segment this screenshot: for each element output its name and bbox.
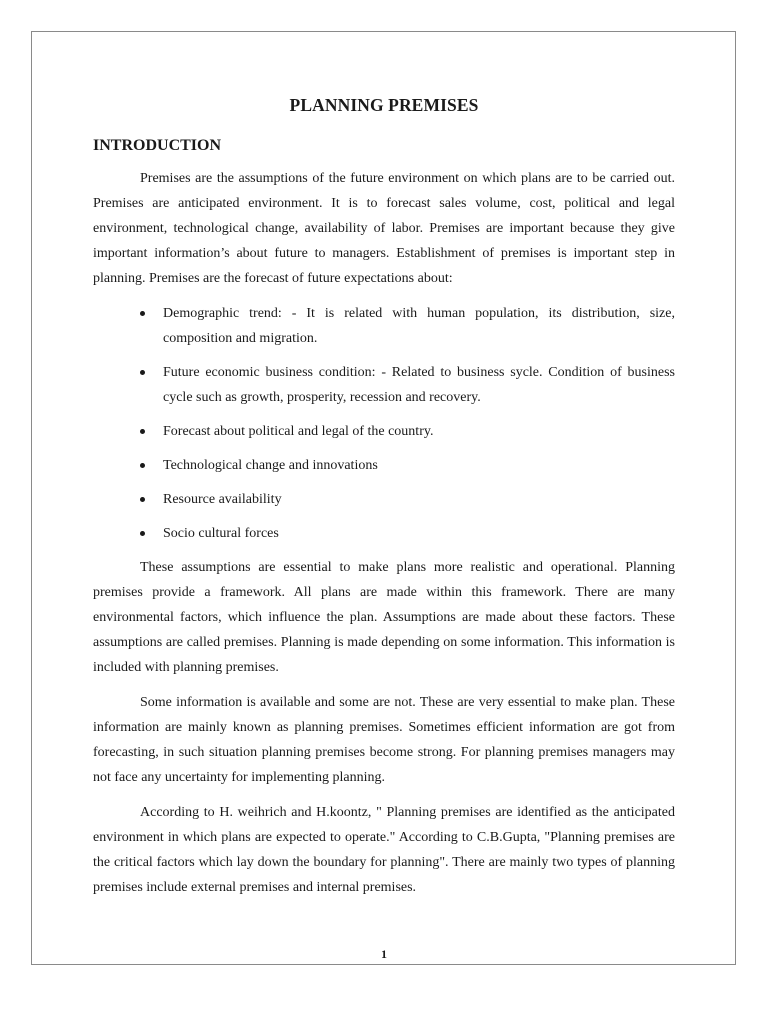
bullet-icon [140,429,145,434]
bullet-item [93,301,675,351]
bullet-item [93,360,675,410]
bullet-icon [140,311,145,316]
bullet-text: Technological change and innovations [163,458,378,473]
document-body [93,95,675,910]
body-paragraph: These assumptions are essential to make plans more realistic and operational. Planning premises provide a framework. All plans are made within this framework. There are many environmental factors, which influence the plan. Assumptions are made about these factors. These assumptions are called premises. Planning is made depending on some information. This information is included with planning premises. [93,560,675,675]
document-title: PLANNING PREMISES [289,95,479,115]
bullet-item [93,419,675,444]
bullet-icon [140,531,145,536]
body-paragraph: Some information is available and some are not. These are very essential to make plan. These information are mainly known as planning premises. Sometimes efficient information are got from forecasting, in such situation planning premises become strong. For planning premises managers may not face any uncertainty for implementing planning. [93,695,675,785]
bullet-text: Forecast about political and legal of the country. [163,424,434,439]
bullet-text: Socio cultural forces [163,526,279,541]
intro-paragraph: Premises are the assumptions of the future environment on which plans are to be carried out. Premises are anticipated environment. It is to forecast sales volume, cost, political and legal environment, technological change, availability of labor. Premises are important because they give important information’s about future to managers. Establishment of premises is important step in planning. Premises are the forecast of future expectations about: [93,171,675,286]
bullet-text: Demographic trend: - It is related with human population, its distribution, size, composition and migration. [163,306,675,346]
bullet-icon [140,370,145,375]
bullet-item [93,521,675,546]
bullet-icon [140,463,145,468]
bullet-text: Future economic business condition: - Related to business sycle. Condition of business cycle such as growth, prosperity, recession and recovery. [163,365,675,405]
premises-bullet-list [93,301,675,546]
bullet-item [93,487,675,512]
page-number: 1 [381,947,387,961]
bullet-item [93,453,675,478]
bullet-icon [140,497,145,502]
section-heading: INTRODUCTION [93,137,222,154]
body-paragraph: According to H. weihrich and H.koontz, " Planning premises are identified as the anticipated environment in which plans are expected to operate." According to C.B.Gupta, "Planning premises are the critical factors which lay down the boundary for planning". There are mainly two types of planning premises include external premises and internal premises. [93,805,675,895]
bullet-text: Resource availability [163,492,282,507]
